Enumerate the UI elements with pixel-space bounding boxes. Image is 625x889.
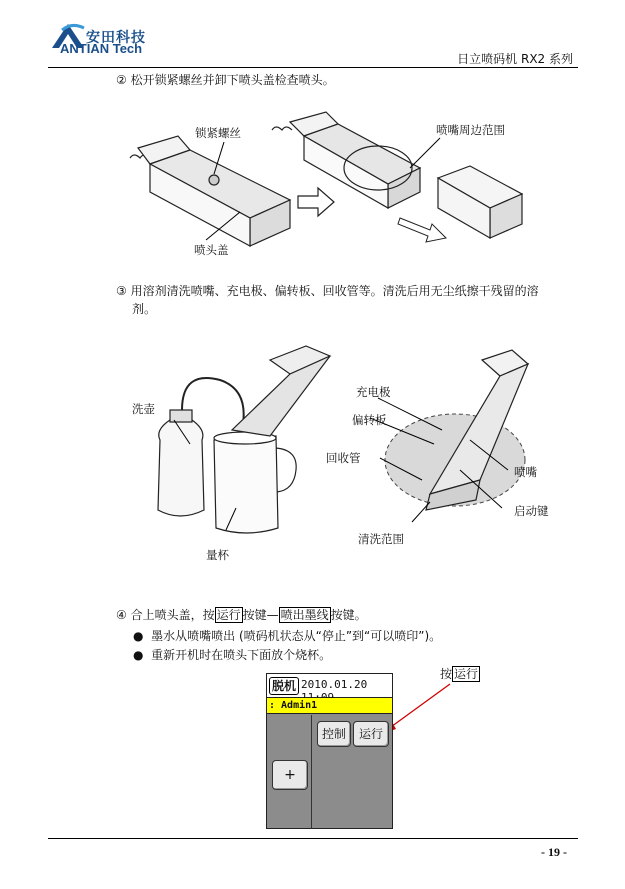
label-nozzle-area: 喷嘴周边范围 (436, 123, 505, 137)
step-4-mid: 按键— (242, 608, 279, 622)
label-start-key: 启动键 (514, 504, 549, 518)
label-wash-bottle: 洗壶 (132, 402, 155, 416)
run-button[interactable]: 运行 (353, 721, 389, 747)
label-beaker: 量杯 (206, 548, 229, 562)
plus-button[interactable]: + (272, 760, 308, 790)
step-3-text-line1: ③ 用溶剂清洗喷嘴、充电极、偏转板、回收管等。清洗后用无尘纸擦干残留的溶 (116, 284, 539, 298)
step-3-text-line2: 剂。 (132, 302, 157, 316)
header-rule (48, 67, 578, 68)
document-title: 日立喷码机 RX2 系列 (457, 52, 573, 66)
control-button[interactable]: 控制 (317, 721, 351, 747)
step-4-suffix: 按键。 (330, 608, 367, 622)
callout-prefix: 按 (440, 667, 453, 681)
step-2-text: ② 松开锁紧螺丝并卸下喷头盖检查喷头。 (116, 73, 335, 87)
jet-key-ref: 喷出墨线 (280, 608, 329, 622)
label-wash-area: 清洗范围 (358, 532, 404, 546)
bullet-text: 重新开机时在喷头下面放个烧杯。 (151, 648, 332, 662)
cleaning-figure (130, 340, 560, 550)
bullet-item (133, 627, 441, 645)
user-bar: : Admin1 (267, 698, 392, 714)
page-number: - 19 - (541, 845, 567, 859)
logo-chinese-name: 安田科技 (86, 30, 146, 46)
label-lock-screw: 锁紧螺丝 (195, 126, 241, 140)
logo-english-name: ANTIAN Tech (60, 41, 143, 56)
label-nozzle-cover: 喷头盖 (194, 243, 229, 257)
screen-status-bar (267, 674, 392, 698)
status-badge[interactable]: 脱机 (269, 677, 299, 695)
bullet-icon: ● (133, 648, 144, 662)
step-4-prefix: ④ 合上喷头盖，按 (116, 608, 215, 622)
callout-run-key: 运行 (454, 667, 479, 681)
step-4-text (116, 606, 367, 624)
bullet-item (133, 646, 331, 664)
label-gutter: 回收管 (326, 451, 361, 465)
run-key-ref: 运行 (216, 608, 241, 622)
bullet-text: 墨水从喷嘴喷出 (喷码机状态从“停止”到“可以喷印”)。 (151, 629, 442, 643)
screen-divider (311, 715, 312, 829)
footer-rule (48, 838, 578, 839)
label-nozzle: 喷嘴 (514, 465, 537, 479)
label-charge-electrode: 充电极 (356, 385, 391, 399)
bullet-icon: ● (133, 629, 144, 643)
printer-screen (266, 673, 393, 829)
label-deflector: 偏转板 (352, 413, 387, 427)
datetime-display: 2010.01.20 (301, 678, 368, 691)
